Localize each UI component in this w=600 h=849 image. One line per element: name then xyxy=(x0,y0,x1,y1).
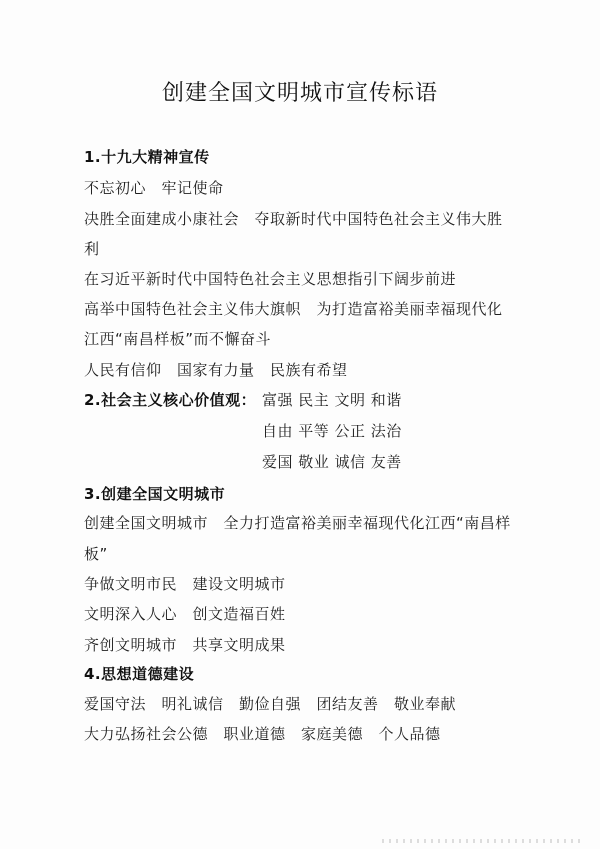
slogan-line: 大力弘扬社会公德 职业道德 家庭美德 个人品德 xyxy=(84,725,441,743)
section-heading-3: 3.创建全国文明城市 xyxy=(84,485,226,503)
slogan-line: 利 xyxy=(84,240,100,258)
slogan-line: 决胜全面建成小康社会 夺取新时代中国特色社会主义伟大胜 xyxy=(84,210,503,228)
slogan-line: 争做文明市民 建设文明城市 xyxy=(84,575,286,593)
slogan-line: 人民有信仰 国家有力量 民族有希望 xyxy=(84,361,348,379)
slogan-line: 文明深入人心 创文造福百姓 xyxy=(84,605,286,623)
slogan-line: 创建全国文明城市 全力打造富裕美丽幸福现代化江西“南昌样 xyxy=(84,514,511,532)
core-values-row: 爱国 敬业 诚信 友善 xyxy=(262,453,402,471)
core-values-row: 自由 平等 公正 法治 xyxy=(262,422,402,440)
section-heading-2: 2.社会主义核心价值观： xyxy=(84,391,257,409)
section-heading-1: 1.十九大精神宣传 xyxy=(84,148,210,166)
page-title: 创建全国文明城市宣传标语 xyxy=(161,81,438,106)
scan-artifact xyxy=(382,839,582,843)
slogan-line: 爱国守法 明礼诚信 勤俭自强 团结友善 敬业奉献 xyxy=(84,695,457,713)
slogan-line: 齐创文明城市 共享文明成果 xyxy=(84,636,286,654)
slogan-line: 板” xyxy=(84,545,108,563)
slogan-line: 在习近平新时代中国特色社会主义思想指引下阔步前进 xyxy=(84,270,457,288)
slogan-line: 江西“南昌样板”而不懈奋斗 xyxy=(84,330,272,348)
slogan-line: 不忘初心 牢记使命 xyxy=(84,179,224,197)
core-values-row: 富强 民主 文明 和谐 xyxy=(262,391,402,409)
section-heading-4: 4.思想道德建设 xyxy=(84,665,195,683)
slogan-line: 高举中国特色社会主义伟大旗帜 为打造富裕美丽幸福现代化 xyxy=(84,300,503,318)
